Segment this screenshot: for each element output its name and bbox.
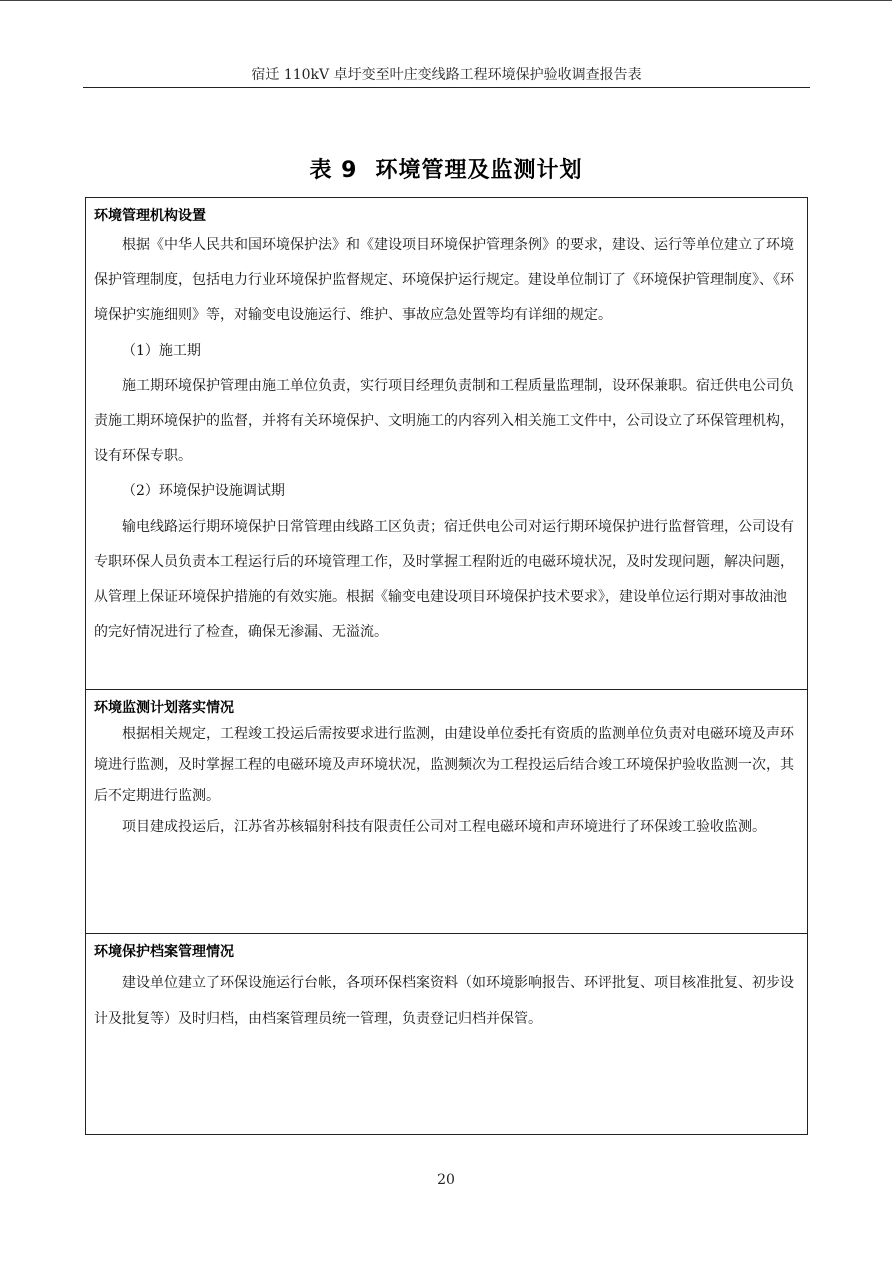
table-number: 表 9 xyxy=(309,158,358,183)
paragraph: 项目建成投运后，江苏省苏核辐射科技有限责任公司对工程电磁环境和声环境进行了环保竣工验收监测。 xyxy=(122,819,766,835)
section-management-organization xyxy=(86,198,807,690)
page-top-border xyxy=(0,0,892,1)
paragraph: 施工期环境保护管理由施工单位负责，实行项目经理负责制和工程质量监理制，设环保兼职。宿迁供电公司负责施工期环境保护的监督，并将有关环境保护、文明施工的内容列入相关施工文件中，公司设立了环保管理机构，设有环保专职。 xyxy=(94,377,794,465)
paragraph: 输电线路运行期环境保护日常管理由线路工区负责；宿迁供电公司对运行期环境保护进行监督管理，公司设有专职环保人员负责本工程运行后的环境管理工作，及时掌握工程附近的电磁环境状况，及时发现问题，解决问题，从管理上保证环境保护措施的有效实施。根据《输变电建设项目环境保护技术要求》，建设单位运行期对事故油池的完好情况进行了检查，确保无渗漏、无溢流。 xyxy=(94,518,794,641)
section-heading: 环境监测计划落实情况 xyxy=(94,700,234,716)
report-table xyxy=(85,197,808,1135)
section-heading: 环境保护档案管理情况 xyxy=(94,944,234,960)
section-heading: 环境管理机构设置 xyxy=(94,208,206,224)
header-divider xyxy=(83,87,810,88)
paragraph: 根据相关规定，工程竣工投运后需按要求进行监测，由建设单位委托有资质的监测单位负责对电磁环境及声环境进行监测，及时掌握工程的电磁环境及声环境状况，监测频次为工程投运后结合竣工环境保护验收监测一次，其后不定期进行监测。 xyxy=(94,726,794,804)
table-title xyxy=(0,153,892,184)
section-monitoring-plan xyxy=(86,690,807,934)
subheading-construction-period: （1）施工期 xyxy=(122,342,201,359)
subheading-commissioning-period: （2）环境保护设施调试期 xyxy=(122,483,285,500)
page-number: 20 xyxy=(437,1172,455,1188)
paragraph: 根据《中华人民共和国环境保护法》和《建设项目环境保护管理条例》的要求，建设、运行等单位建立了环境保护管理制度，包括电力行业环境保护监督规定、环境保护运行规定。建设单位制订了《环境保护管理制度》、《环境保护实施细则》等，对输变电设施运行、维护、事故应急处置等均有详细的规定。 xyxy=(94,237,794,324)
section-archive-management xyxy=(86,934,807,1134)
running-header: 宿迁 110kV 卓圩变至叶庄变线路工程环境保护验收调查报告表 xyxy=(251,67,642,83)
paragraph: 建设单位建立了环保设施运行台帐，各项环保档案资料（如环境影响报告、环评批复、项目核准批复、初步设计及批复等）及时归档，由档案管理员统一管理，负责登记归档并保管。 xyxy=(94,975,794,1027)
table-title-text: 环境管理及监测计划 xyxy=(375,158,583,183)
